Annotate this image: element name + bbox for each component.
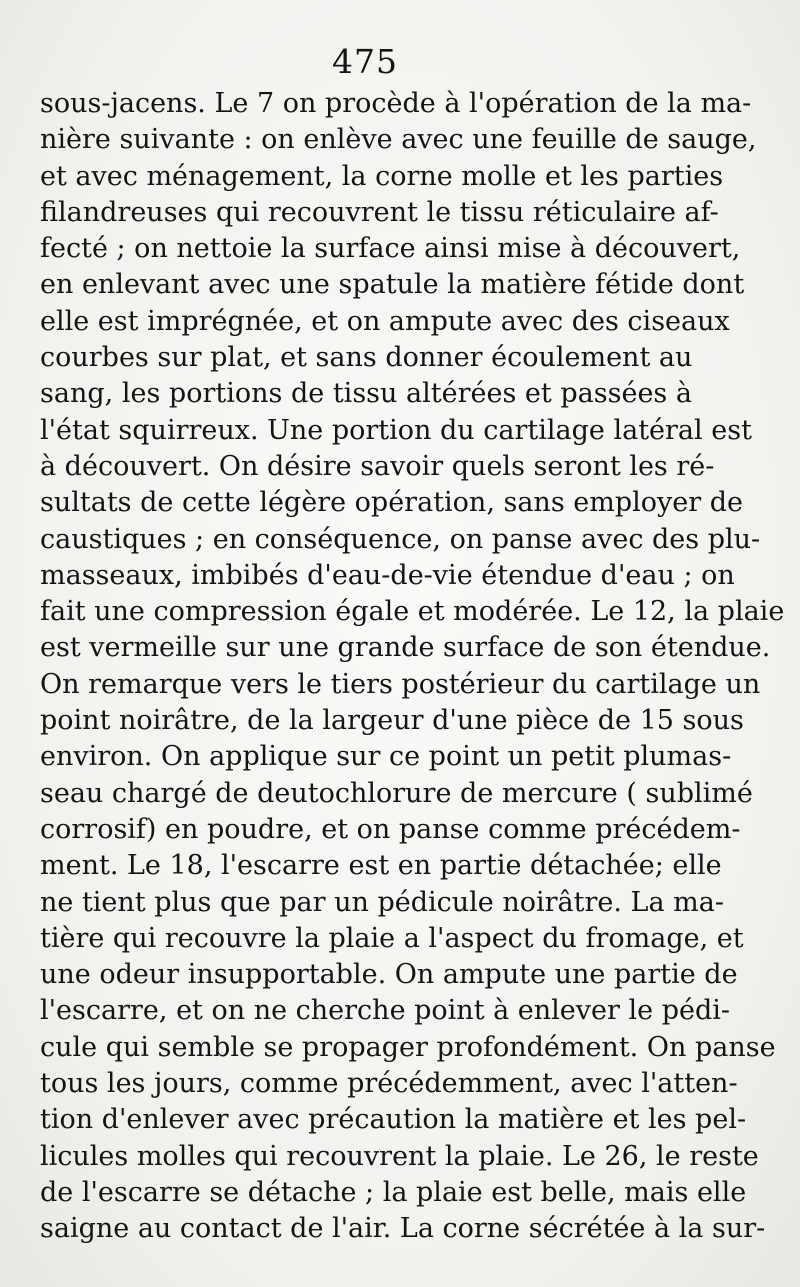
text-line: est vermeille sur une grande surface de son étendue. bbox=[40, 632, 771, 664]
text-line: tion d'enlever avec précaution la matière et les pel- bbox=[40, 1104, 747, 1136]
text-line: sang, les portions de tissu altérées et passées à bbox=[40, 378, 692, 410]
text-line: filandreuses qui recouvrent le tissu réticulaire af- bbox=[40, 196, 719, 228]
text-line: sous-jacens. Le 7 on procède à l'opération de la ma- bbox=[40, 88, 752, 119]
page-text bbox=[40, 86, 785, 1248]
text-line: On remarque vers le tiers postérieur du cartilage un bbox=[40, 668, 761, 700]
text-line: courbes sur plat, et sans donner écoulement au bbox=[40, 342, 693, 374]
text-line: licules molles qui recouvrent la plaie. Le 26, le reste bbox=[40, 1140, 759, 1172]
text-line: à découvert. On désire savoir quels seront les ré- bbox=[40, 450, 715, 482]
text-line: seau chargé de deutochlorure de mercure ( sublimé bbox=[40, 777, 753, 809]
text-line: tous les jours, comme précédemment, avec l'atten- bbox=[40, 1068, 738, 1100]
text-line: corrosif) en poudre, et on panse comme précédem- bbox=[40, 813, 741, 845]
text-line: ne tient plus que par un pédicule noirâtre. La ma- bbox=[40, 886, 724, 918]
text-line: l'état squirreux. Une portion du cartilage latéral est bbox=[40, 414, 752, 446]
text-line: sultats de cette légère opération, sans employer de bbox=[40, 487, 744, 519]
text-line: une odeur insupportable. On ampute une partie de bbox=[40, 959, 738, 991]
text-line: et avec ménagement, la corne molle et les parties bbox=[40, 160, 724, 192]
text-line: nière suivante : on enlève avec une feuille de sauge, bbox=[40, 124, 757, 156]
text-line: elle est imprégnée, et on ampute avec des ciseaux bbox=[40, 305, 730, 337]
text-line: caustiques ; en conséquence, on panse avec des plu- bbox=[40, 523, 761, 555]
text-line: masseaux, imbibés d'eau-de-vie étendue d'eau ; on bbox=[40, 559, 735, 591]
text-line: fecté ; on nettoie la surface ainsi mise à découvert, bbox=[40, 233, 741, 265]
text-line: cule qui semble se propager profondément. On panse bbox=[40, 1031, 776, 1063]
text-line: de l'escarre se détache ; la plaie est belle, mais elle bbox=[40, 1176, 747, 1208]
text-line: tière qui recouvre la plaie a l'aspect du fromage, et bbox=[40, 922, 744, 954]
text-line: fait une compression égale et modérée. Le 12, la plaie bbox=[40, 596, 785, 628]
text-line: en enlevant avec une spatule la matière fétide dont bbox=[40, 269, 745, 301]
page-number: 475 bbox=[332, 42, 398, 81]
text-line: ment. Le 18, l'escarre est en partie détachée; elle bbox=[40, 850, 722, 882]
text-line: environ. On applique sur ce point un petit plumas- bbox=[40, 741, 732, 773]
text-line: saigne au contact de l'air. La corne sécrétée à la sur- bbox=[40, 1213, 766, 1245]
text-line: point noirâtre, de la largeur d'une pièce de 15 sous bbox=[40, 705, 744, 737]
text-line: l'escarre, et on ne cherche point à enlever le pédi- bbox=[40, 995, 731, 1027]
